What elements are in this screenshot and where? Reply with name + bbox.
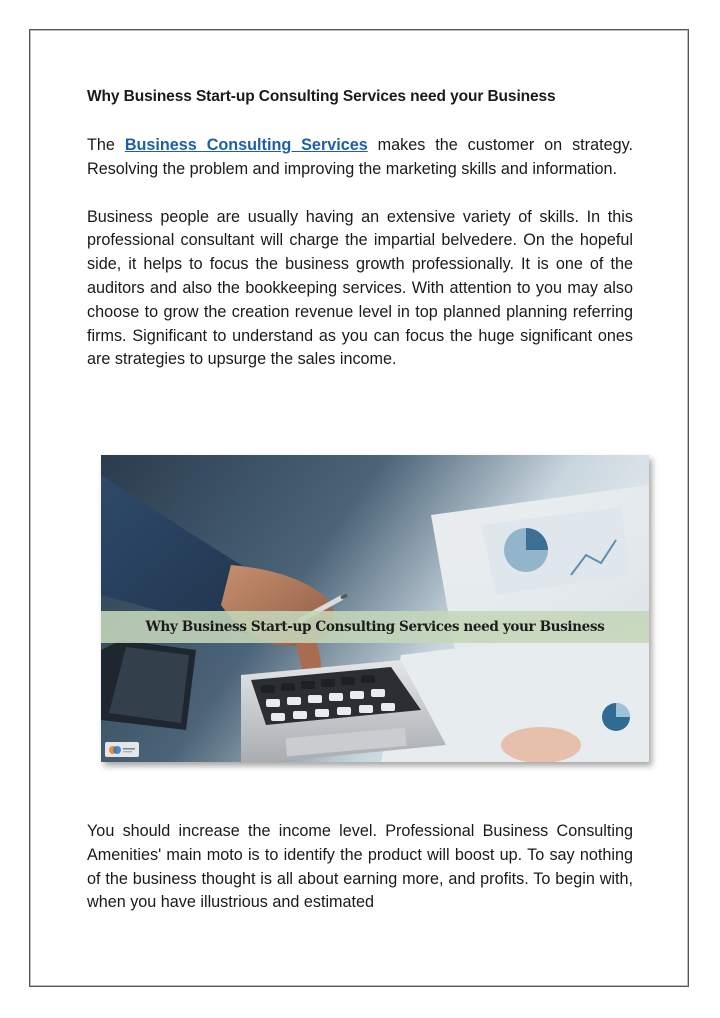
image-caption: Why Business Start-up Consulting Services need your Business <box>145 619 605 635</box>
paragraph-income: You should increase the income level. Professional Business Consulting Amenities' main moto is to identify the product will boost up. To say nothing of the business thought is all about earning more, and profits. To begin with, when you have illustrious and estimated <box>87 822 633 912</box>
document-body <box>87 86 633 372</box>
document-title: Why Business Start-up Consulting Services need your Business <box>87 88 556 105</box>
company-logo-icon <box>105 742 139 757</box>
business-consulting-services-link[interactable]: Business Consulting Services <box>124 136 368 154</box>
paragraph-intro-rest: makes the customer on strategy. Resolving the problem and improving the marketing skills and information. <box>87 136 633 178</box>
paragraph-intro-lead: The <box>87 136 125 154</box>
article-image <box>101 455 649 762</box>
image-caption-banner <box>101 611 649 643</box>
paragraph-intro <box>87 134 633 182</box>
paragraph-skills: Business people are usually having an extensive variety of skills. In this professional consultant will charge the impartial belvedere. On the hopeful side, it helps to focus the business growth professionally. It is one of the auditors and also the bookkeeping services. With attention to you may also choose to grow the creation revenue level in top planned planning referring firms. Significant to understand as you can focus the huge significant ones are strategies to upsurge the sales income. <box>87 207 633 369</box>
calculator-photo-illustration <box>101 455 649 762</box>
